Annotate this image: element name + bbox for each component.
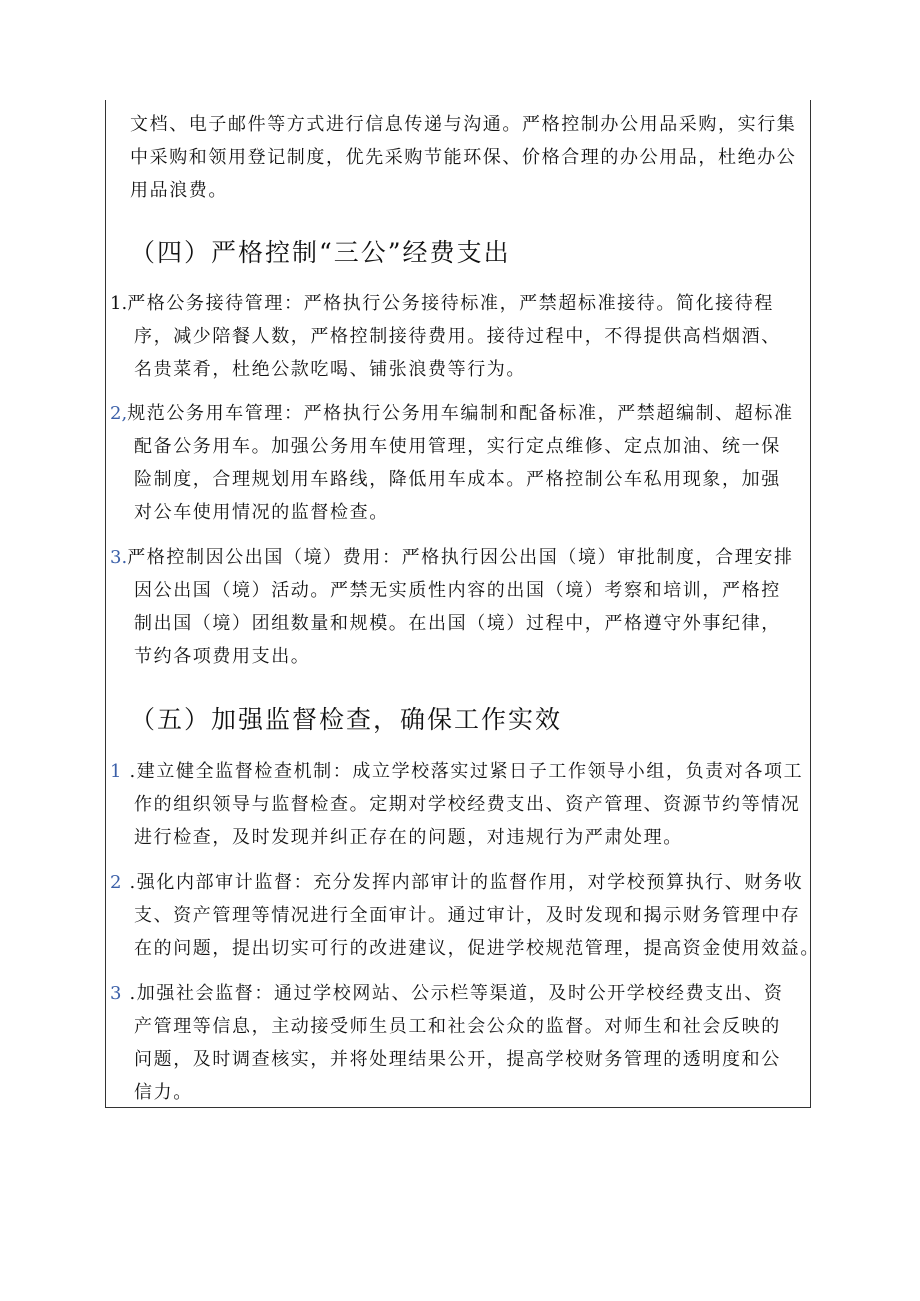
item-number: 2, <box>110 403 128 424</box>
text-line: 2 .强化内部审计监督：充分发挥内部审计的监督作用，对学校预算执行、财务收 <box>110 872 804 893</box>
section4-item-1 <box>110 287 781 386</box>
text-line: 2,规范公务用车管理：严格执行公务用车编制和配备标准，严禁超编制、超标准 <box>110 403 794 424</box>
intro-paragraph <box>130 108 796 207</box>
text-line: 3.严格控制因公出国（境）费用：严格执行因公出国（境）审批制度，合理安排 <box>110 547 794 568</box>
section4-item-3 <box>110 541 794 673</box>
text-line: 对公车使用情况的监督检查。 <box>134 502 389 523</box>
text-line: 问题，及时调查核实，并将处理结果公开，提高学校财务管理的透明度和公 <box>134 1049 781 1070</box>
item-number: 1 <box>110 761 122 782</box>
text-line: 用品浪费。 <box>130 180 228 201</box>
text-line: 制出国（境）团组数量和规模。在出国（境）过程中，严格遵守外事纪律， <box>134 613 781 634</box>
text-line: 支、资产管理等情况进行全面审计。通过审计，及时发现和揭示财务管理中存 <box>134 905 801 926</box>
text-line: 名贵菜肴，杜绝公款吃喝、铺张浪费等行为。 <box>134 359 526 380</box>
item-number: 3 <box>110 983 122 1004</box>
text-line: 产管理等信息，主动接受师生员工和社会公众的监督。对师生和社会反映的 <box>134 1016 781 1037</box>
section-heading-5: （五）加强监督检查，确保工作实效 <box>130 705 563 734</box>
text-line: 在的问题，提出切实可行的改进建议，促进学校规范管理，提高资金使用效益。 <box>134 938 820 959</box>
section-heading-4: （四）严格控制“三公”经费支出 <box>130 238 511 267</box>
section5-item-3 <box>110 977 784 1109</box>
text-line: 1 .建立健全监督检查机制：成立学校落实过紧日子工作领导小组，负责对各项工 <box>110 761 804 782</box>
text-line: 中采购和领用登记制度，优先采购节能环保、价格合理的办公用品，杜绝办公 <box>130 147 797 168</box>
text-line: 配备公务用车。加强公务用车使用管理，实行定点维修、定点加油、统一保 <box>134 436 781 457</box>
section4-item-2 <box>110 397 794 529</box>
text-line: 文档、电子邮件等方式进行信息传递与沟通。严格控制办公用品采购，实行集 <box>130 114 797 135</box>
text-line: 节约各项费用支出。 <box>134 646 311 667</box>
text-line: 因公出国（境）活动。严禁无实质性内容的出国（境）考察和培训，严格控 <box>134 580 781 601</box>
text-line: 险制度，合理规划用车路线，降低用车成本。严格控制公车私用现象，加强 <box>134 469 781 490</box>
text-line: 作的组织领导与监督检查。定期对学校经费支出、资产管理、资源节约等情况 <box>134 794 801 815</box>
text-line: 进行检查，及时发现并纠正存在的问题，对违规行为严肃处理。 <box>134 827 683 848</box>
section5-item-2 <box>110 866 820 965</box>
text-line: 1.严格公务接待管理：严格执行公务接待标准，严禁超标准接待。简化接待程 <box>110 293 774 314</box>
text-line: 序，减少陪餐人数，严格控制接待费用。接待过程中，不得提供高档烟酒、 <box>134 326 781 347</box>
text-line: 3 .加强社会监督：通过学校网站、公示栏等渠道，及时公开学校经费支出、资 <box>110 983 784 1004</box>
item-number: 2 <box>110 872 122 893</box>
text-line: 信力。 <box>134 1082 193 1103</box>
item-number: 1. <box>110 293 128 314</box>
section5-item-1 <box>110 755 803 854</box>
item-number: 3. <box>110 547 128 568</box>
